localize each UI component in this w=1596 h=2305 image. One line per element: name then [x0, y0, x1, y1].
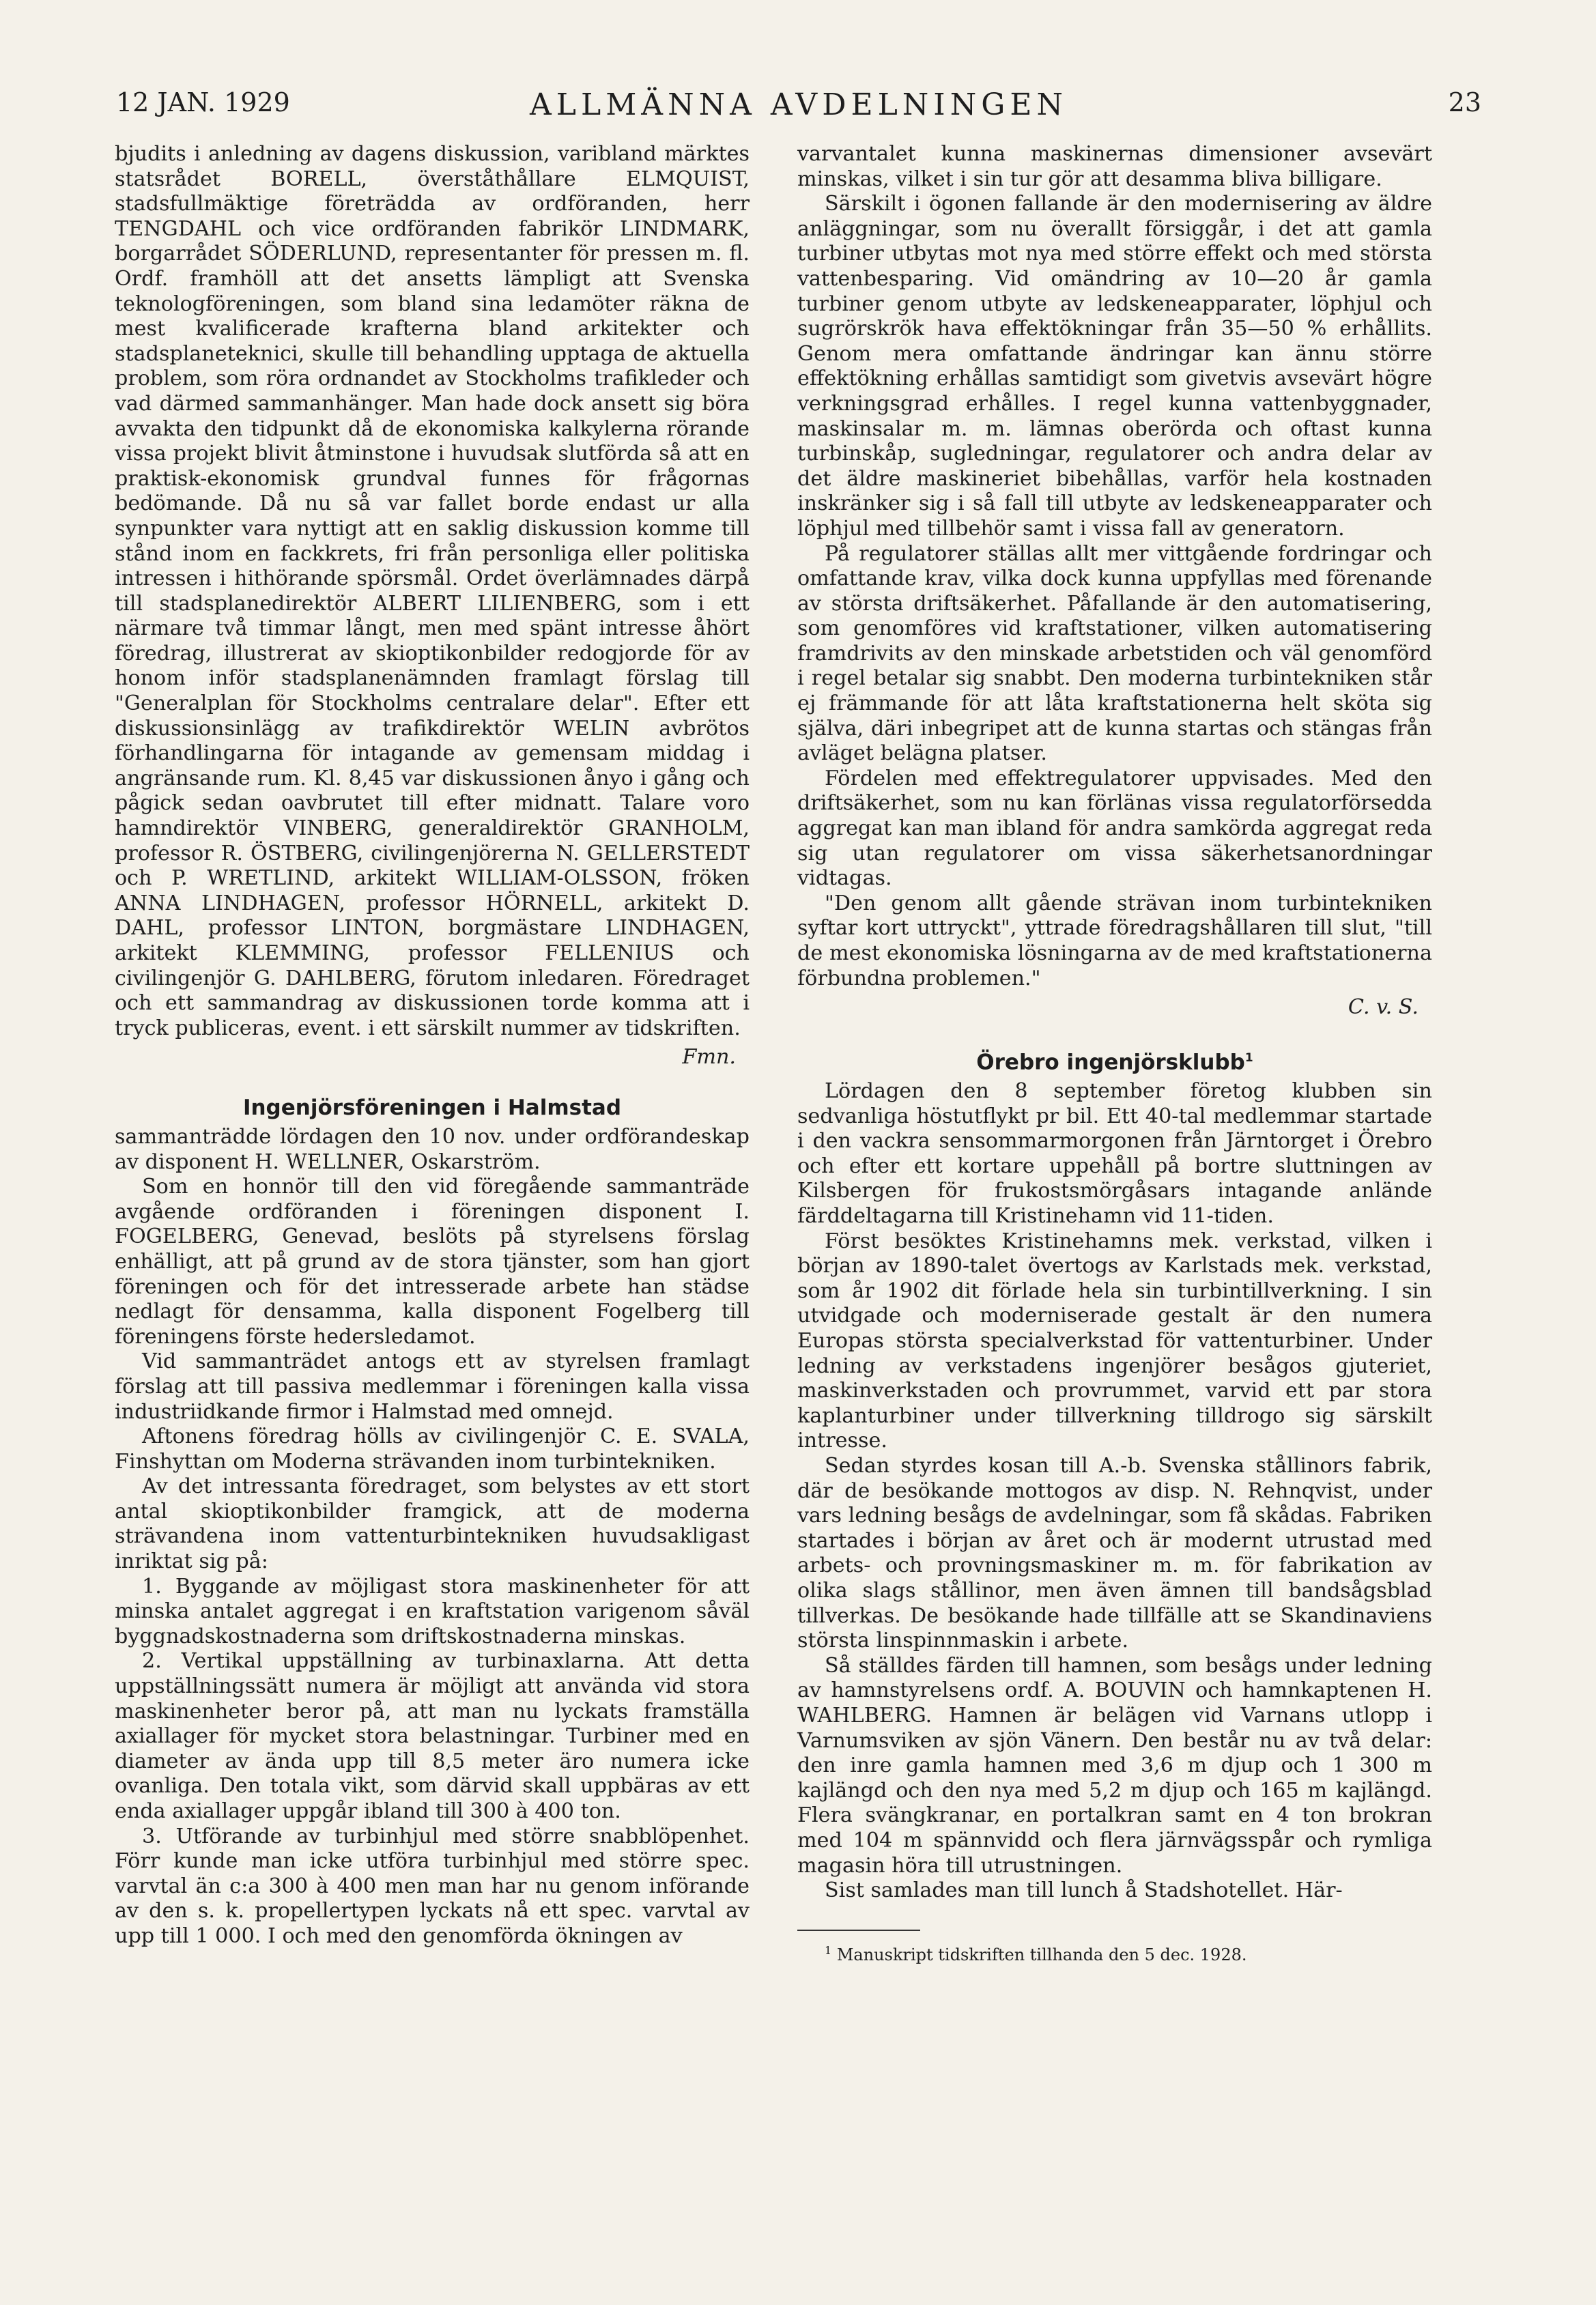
- paragraph: Lördagen den 8 september företog klubben sin sedvanliga höstutflykt pr bil. Ett 40-tal medlemmar startade i den vackra sensommarmorgonen från Järntorget i Örebro och efter ett kortare uppehåll på bortre sluttningen av Kilsbergen för frukostsmörgåsars intagande anlände färddeltagarna till Kristinehamn vid 11-tiden.: [797, 1079, 1432, 1229]
- footnote-text: Manuskript tidskriften tillhanda den 5 dec. 1928.: [836, 1945, 1247, 1964]
- paragraph: Som en honnör till den vid föregående sammanträde avgående ordföranden i föreningen disponent I. FOGELBERG, Genevad, beslöts på styrelsens förslag enhälligt, att på grund av de stora tjänster, som han gjort föreningen och för det intresserade arbete han städse nedlagt för densamma, kalla disponent Fogelberg till föreningens förste hedersledamot.: [115, 1175, 750, 1349]
- signature: Fmn.: [682, 1045, 736, 1070]
- paragraph: sammanträdde lördagen den 10 nov. under ordförandeskap av disponent H. WELLNER, Oskarström.: [115, 1124, 750, 1174]
- paragraph: varvantalet kunna maskinernas dimensioner avsevärt minskas, vilket i sin tur gör att desamma bliva billigare.: [797, 142, 1432, 191]
- paragraph: Sedan styrdes kosan till A.-b. Svenska stållinors fabrik, där de besökande mottogos av disp. N. Rehnqvist, under vars ledning besågs de avdelningar, som få skådas. Fabriken startades i början av året och är modernt utrustad med arbets- och provningsmaskiner m. m. för fabrikation av olika slags stållinor, men även ämnen till bandsågsblad tillverkas. De besökande hade tillfälle att se Skandinaviens största linspinnmaskin i arbete.: [797, 1454, 1432, 1653]
- page-number: 23: [1448, 87, 1481, 117]
- paragraph: Så ställdes färden till hamnen, som besågs under ledning av hamnstyrelsens ordf. A. BOUVIN och hamnkaptenen H. WAHLBERG. Hamnen är belägen vid Varnans utlopp i Varnumsviken av sjön Vänern. Den består nu av två delar: den inre gamla hamnen med 3,6 m djup och 1 300 m kajlängd och den nya med 5,2 m djup och 165 m kajlängd. Flera svängkranar, en portalkran samt en 4 ton brokran med 104 m spännvidd och flera järnvägsspår och rymliga magasin höra till utrustningen.: [797, 1653, 1432, 1878]
- paragraph: Vid sammanträdet antogs ett av styrelsen framlagt förslag att till passiva medlemmar i föreningen kalla vissa industriidkande firmor i Halmstad med omnejd.: [115, 1349, 750, 1424]
- heading-text: Örebro ingenjörsklubb: [976, 1050, 1245, 1075]
- right-column: [797, 142, 1432, 1965]
- issue-date: 12 JAN. 1929: [116, 87, 290, 117]
- paragraph: Av det intressanta föredraget, som belystes av ett stort antal skioptikonbilder framgick, att de moderna strävandena inom vattenturbintekniken huvudsakligast inriktat sig på:: [115, 1474, 750, 1574]
- footnote: [797, 1941, 1432, 1965]
- footnote-ref: 1: [1244, 1050, 1253, 1065]
- paragraph: bjudits i anledning av dagens diskussion, varibland märktes statsrådet BORELL, överståthållare ELMQUIST, stadsfullmäktige företrädda av ordföranden, herr TENGDAHL och vice ordföranden fabrikör LINDMARK, borgarrådet SÖDERLUND, representanter för pressen m. fl. Ordf. framhöll att det ansetts lämpligt att Svenska teknologföreningen, som bland sina ledamöter räkna de mest kvalificerade krafterna bland arkitekter och stadsplaneteknici, skulle till behandling upptaga de aktuella problem, som röra ordnandet av Stockholms trafikleder och vad därmed sammanhänger. Man hade dock ansett sig böra avvakta den tidpunkt då de ekonomiska kalkylerna rörande vissa projekt blivit åtminstone i huvudsak slutförda så att en praktisk-ekonomisk grundval funnes för frågornas bedömande. Då nu så var fallet borde endast ur alla synpunkter vara nyttigt att en saklig diskussion komme till stånd inom en fackkrets, fri från personliga eller politiska intressen i hithörande spörsmål. Ordet överlämnades därpå till stadsplanedirektör ALBERT LILIENBERG, som i ett närmare två timmar långt, men med spänt intresse åhört föredrag, illustrerat av skioptikonbilder redogjorde för av honom inför stadsplanenämnden framlagt förslag till "Generalplan för Stockholms centralare delar". Efter ett diskussionsinlägg av trafikdirektör WELIN avbrötos förhandlingarna för intagande av gemensam middag i angränsande rum. Kl. 8,45 var diskussionen ånyo i gång och pågick sedan oavbrutet till efter midnatt. Talare voro hamndirektör VINBERG, generaldirektör GRANHOLM, professor R. ÖSTBERG, civilingenjörerna N. GELLERSTEDT och P. WRETLIND, arkitekt WILLIAM-OLSSON, fröken ANNA LINDHAGEN, professor HÖRNELL, arkitekt D. DAHL, professor LINTON, borgmästare LINDHAGEN, arkitekt KLEMMING, professor FELLENIUS och civilingenjör G. DAHLBERG, förutom inledaren. Föredraget och ett sammandrag av diskussionen torde komma att i tryck publiceras, event. i ett särskilt nummer av tidskriften.: [115, 142, 750, 1040]
- paragraph: Aftonens föredrag hölls av civilingenjör C. E. SVALA, Finshyttan om Moderna strävanden inom turbintekniken.: [115, 1424, 750, 1474]
- quote-paragraph: "Den genom allt gående strävan inom turbintekniken syftar kort uttryckt", yttrade föredragshållaren till slut, "till de mest ekonomiska lösningarna av de med kraftstationerna förbundna problemen.": [797, 891, 1432, 990]
- signature: C. v. S.: [1348, 995, 1419, 1020]
- section-title: ALLMÄNNA AVDELNINGEN: [530, 87, 1068, 122]
- section-heading: [797, 1045, 1432, 1075]
- paragraph: På regulatorer ställas allt mer vittgående fordringar och omfattande krav, vilka dock kunna uppfyllas med förenande av största driftsäkerhet. Påfallande är den automatisering, som genomföres vid kraftstationer, vilken automatisering framdrivits av den minskade arbetstiden och väl genomförd i regel betalar sig snabbt. Den moderna turbintekniken står ej främmande för att låta kraftstationerna helt sköta sig själva, däri inbegripet att de kunna startas och stängas från avläget belägna platser.: [797, 541, 1432, 766]
- list-item: 1. Byggande av möjligast stora maskinenheter för att minska antalet aggregat i en kraftstation varigenom såväl byggnadskostnaderna som driftskostnaderna minskas.: [115, 1574, 750, 1648]
- paragraph: Särskilt i ögonen fallande är den modernisering av äldre anläggningar, som nu överallt försiggår, i det att gamla turbiner utbytas mot nya med större effekt och med största vattenbesparing. Vid omändring av 10—20 år gamla turbiner genom utbyte av ledskeneapparater, löphjul och sugrörskrök hava effektökningar från 35—50 % erhållits. Genom mera omfattande ändringar kan ännu större effektökning erhållas samtidigt som givetvis avsevärt högre verkningsgrad erhålles. I regel kunna vattenbyggnader, maskinsalar m. m. lämnas oberörda och oftast kunna turbinskåp, sugledningar, regulatorer och andra delar av det äldre maskineriet bibehållas, varför hela kostnaden inskränker sig i så fall till utbyte av ledskeneapparater och löphjul med tillbehör samt i vissa fall av generatorn.: [797, 192, 1432, 541]
- footnote-divider: [797, 1930, 920, 1931]
- paragraph: Sist samlades man till lunch å Stadshotellet. Här-: [825, 1878, 1343, 1903]
- list-item: 2. Vertikal uppställning av turbinaxlarna. Att detta uppställningssätt numera är möjligt att använda vid stora maskinenheter beror på, att man nu lyckats framställa axiallager för mycket stora belastningar. Turbiner med en diameter av ända upp till 8,5 meter äro numera icke ovanliga. Den totala vikt, som därvid skall uppbäras av ett enda axiallager uppgår ibland till 300 à 400 ton.: [115, 1649, 750, 1823]
- page-header: [116, 87, 1481, 128]
- list-item: 3. Utförande av turbinhjul med större snabblöpenhet. Förr kunde man icke utföra turbinhjul med större spec. varvtal än c:a 300 à 400 men man har nu genom införande av den s. k. propellertypen lyckats nå ett spec. varvtal av upp till 1 000. I och med den genomförda ökningen av: [115, 1824, 750, 1948]
- section-heading: Ingenjörsföreningen i Halmstad: [242, 1095, 622, 1120]
- paragraph: Först besöktes Kristinehamns mek. verkstad, vilken i början av 1890-talet övertogs av Karlstads mek. verkstad, som år 1902 dit förlade hela sin turbintillverkning. I sin utvidgade och moderniserade gestalt är den numera Europas största specialverkstad för vattenturbiner. Under ledning av verkstadens ingenjörer besågos gjuteriet, maskinverkstaden och provrummet, varvid ett par stora kaplanturbiner under tillverkning tilldrogo sig särskilt intresse.: [797, 1229, 1432, 1453]
- footnote-mark: 1: [825, 1943, 832, 1957]
- left-column: [115, 142, 750, 1949]
- paragraph: Fördelen med effektregulatorer uppvisades. Med den driftsäkerhet, som nu kan förlänas vissa regulatorförsedda aggregat kan man ibland för andra samkörda aggregat reda sig utan regulatorer om vissa säkerhetsanordningar vidtagas.: [797, 766, 1432, 891]
